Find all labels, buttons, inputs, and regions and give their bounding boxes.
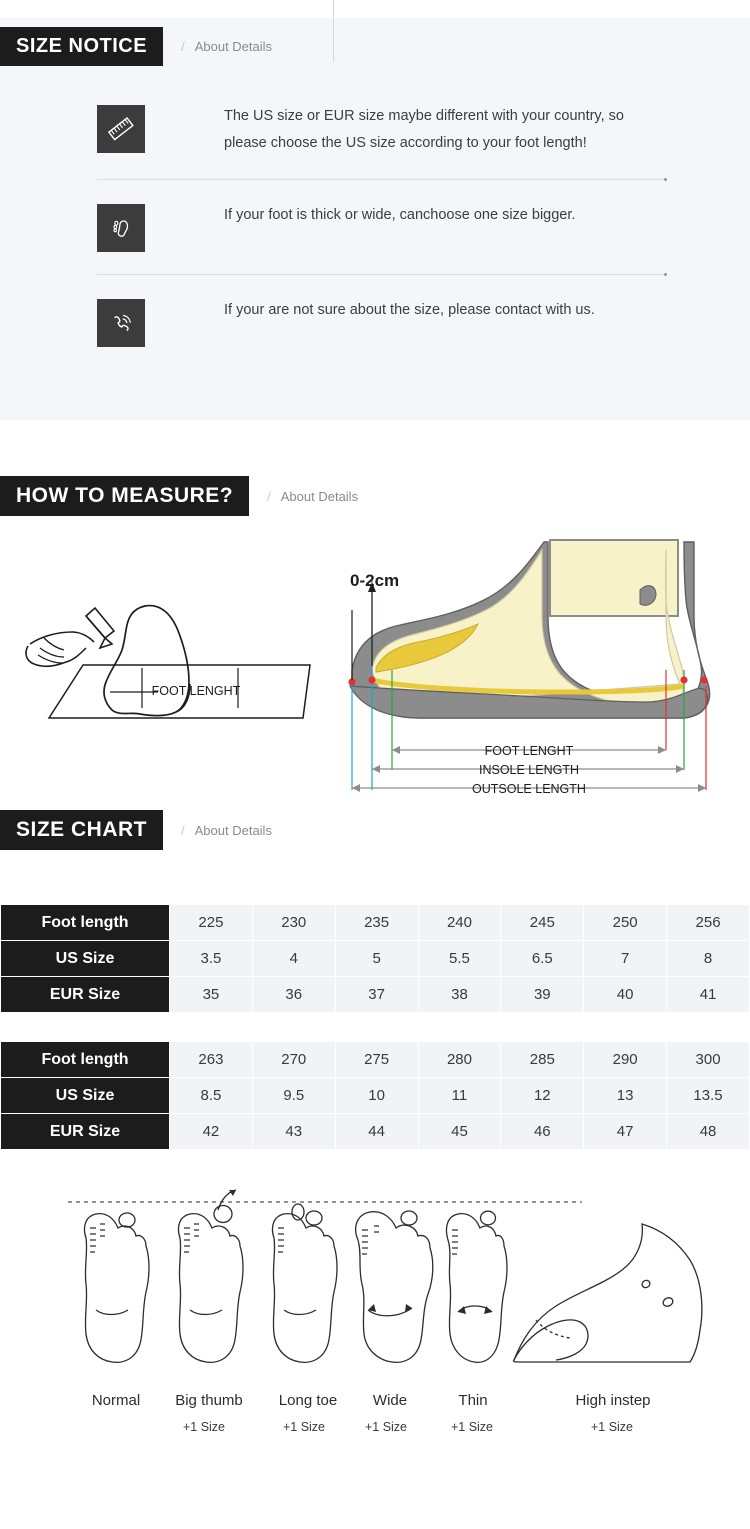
- cell: 47: [584, 1114, 667, 1150]
- cell: 270: [252, 1042, 335, 1078]
- footprint-icon: [97, 204, 145, 252]
- measure-illustration: [0, 520, 750, 800]
- notice-item-text: If your foot is thick or wide, canchoose one size bigger.: [224, 207, 576, 223]
- foot-label: Normal: [91, 1392, 141, 1409]
- cell: 235: [335, 905, 418, 941]
- foot-label: High instep: [575, 1392, 651, 1409]
- cell: 230: [252, 905, 335, 941]
- table-row: [1, 1114, 750, 1150]
- tracing-diagram: [26, 606, 310, 718]
- table-row: [1, 1078, 750, 1114]
- table-row: [1, 977, 750, 1013]
- cell: 43: [252, 1114, 335, 1150]
- cell: 35: [170, 977, 253, 1013]
- foot-wide: [356, 1211, 433, 1362]
- size-chart-section: [0, 810, 750, 1180]
- about-details-label: About Details: [280, 488, 359, 504]
- header-divider: [333, 0, 334, 62]
- how-to-measure-title: HOW TO MEASURE?: [0, 476, 249, 516]
- cell: 13.5: [667, 1078, 750, 1114]
- cell: 42: [170, 1114, 253, 1150]
- notice-item-text: The US size or EUR size maybe different with your country, so please choose the US size according to your foot length!: [224, 108, 624, 151]
- cell: 263: [170, 1042, 253, 1078]
- cell: 11: [418, 1078, 501, 1114]
- table-row: [1, 905, 750, 941]
- cell: 7: [584, 941, 667, 977]
- cell: 10: [335, 1078, 418, 1114]
- cell: 5.5: [418, 941, 501, 977]
- insole-length-label: INSOLE LENGTH: [478, 763, 580, 777]
- how-to-measure-header: [0, 476, 358, 516]
- cell: 6.5: [501, 941, 584, 977]
- notice-list: [97, 103, 667, 369]
- about-details-label: About Details: [194, 822, 272, 838]
- foot-length-label-left: FOOT LENGHT: [151, 684, 241, 698]
- about-separator: /: [181, 822, 185, 838]
- gap-label: 0-2cm: [350, 571, 400, 590]
- size-notice-section: [0, 0, 750, 420]
- cell: 4: [252, 941, 335, 977]
- foot-sublabel: +1 Size: [282, 1420, 326, 1434]
- foot-length-label: FOOT LENGHT: [484, 744, 574, 758]
- about-details-label: About Details: [194, 39, 273, 54]
- notice-item: [97, 179, 667, 274]
- size-table-small: [0, 904, 750, 1013]
- cell: 38: [418, 977, 501, 1013]
- cell: 275: [335, 1042, 418, 1078]
- foot-type-labels: [0, 1392, 750, 1462]
- foot-types-illustration: [0, 1180, 750, 1410]
- size-chart-header: [0, 810, 750, 850]
- foot-sublabel: +1 Size: [450, 1420, 494, 1434]
- cell: 48: [667, 1114, 750, 1150]
- size-notice-header: [0, 27, 272, 66]
- cell: 250: [584, 905, 667, 941]
- cell: 44: [335, 1114, 418, 1150]
- notice-item: [97, 274, 667, 369]
- top-spacer: [0, 0, 750, 18]
- foot-high-instep: [513, 1224, 701, 1362]
- outsole-length-label: OUTSOLE LENGTH: [472, 782, 586, 796]
- foot-sublabel: +1 Size: [364, 1420, 408, 1434]
- cell: 46: [501, 1114, 584, 1150]
- cell: 245: [501, 905, 584, 941]
- cell: 256: [667, 905, 750, 941]
- foot-label: Wide: [372, 1392, 408, 1409]
- notice-item-text: If your are not sure about the size, please contact with us.: [224, 302, 595, 318]
- row-header: Foot length: [1, 905, 170, 941]
- table-row: [1, 941, 750, 977]
- size-chart-title: SIZE CHART: [0, 810, 163, 850]
- cell: 240: [418, 905, 501, 941]
- foot-thin: [446, 1211, 507, 1362]
- foot-sublabel: +1 Size: [590, 1420, 634, 1434]
- cell: 300: [667, 1042, 750, 1078]
- row-header: EUR Size: [1, 977, 170, 1013]
- cell: 13: [584, 1078, 667, 1114]
- foot-types-section: [0, 1180, 750, 1460]
- cell: 39: [501, 977, 584, 1013]
- row-dot: [664, 273, 667, 276]
- cell: 285: [501, 1042, 584, 1078]
- foot-label: Big thumb: [175, 1392, 243, 1409]
- cell: 12: [501, 1078, 584, 1114]
- size-notice-title: SIZE NOTICE: [0, 27, 163, 66]
- cell: 3.5: [170, 941, 253, 977]
- notice-item: [97, 103, 667, 179]
- phone-icon: [97, 299, 145, 347]
- foot-normal: [84, 1213, 149, 1362]
- cell: 290: [584, 1042, 667, 1078]
- foot-sublabel: +1 Size: [182, 1420, 226, 1434]
- cell: 37: [335, 977, 418, 1013]
- row-header: EUR Size: [1, 1114, 170, 1150]
- size-table-large: [0, 1041, 750, 1150]
- cell: 9.5: [252, 1078, 335, 1114]
- how-to-measure-section: [0, 420, 750, 810]
- cell: 8: [667, 941, 750, 977]
- foot-label: Thin: [458, 1392, 488, 1409]
- ruler-icon: [97, 105, 145, 153]
- row-dot: [664, 178, 667, 181]
- row-header: US Size: [1, 1078, 170, 1114]
- cell: 40: [584, 977, 667, 1013]
- foot-label: Long toe: [278, 1392, 338, 1409]
- foot-big-thumb: [178, 1190, 243, 1362]
- foot-long-toe: [272, 1204, 337, 1362]
- cell: 8.5: [170, 1078, 253, 1114]
- cell: 36: [252, 977, 335, 1013]
- cell: 45: [418, 1114, 501, 1150]
- table-row: [1, 1042, 750, 1078]
- about-separator: /: [181, 39, 185, 54]
- cell: 225: [170, 905, 253, 941]
- cell: 5: [335, 941, 418, 977]
- row-header: US Size: [1, 941, 170, 977]
- about-separator: /: [267, 488, 271, 504]
- cell: 41: [667, 977, 750, 1013]
- row-header: Foot length: [1, 1042, 170, 1078]
- cell: 280: [418, 1042, 501, 1078]
